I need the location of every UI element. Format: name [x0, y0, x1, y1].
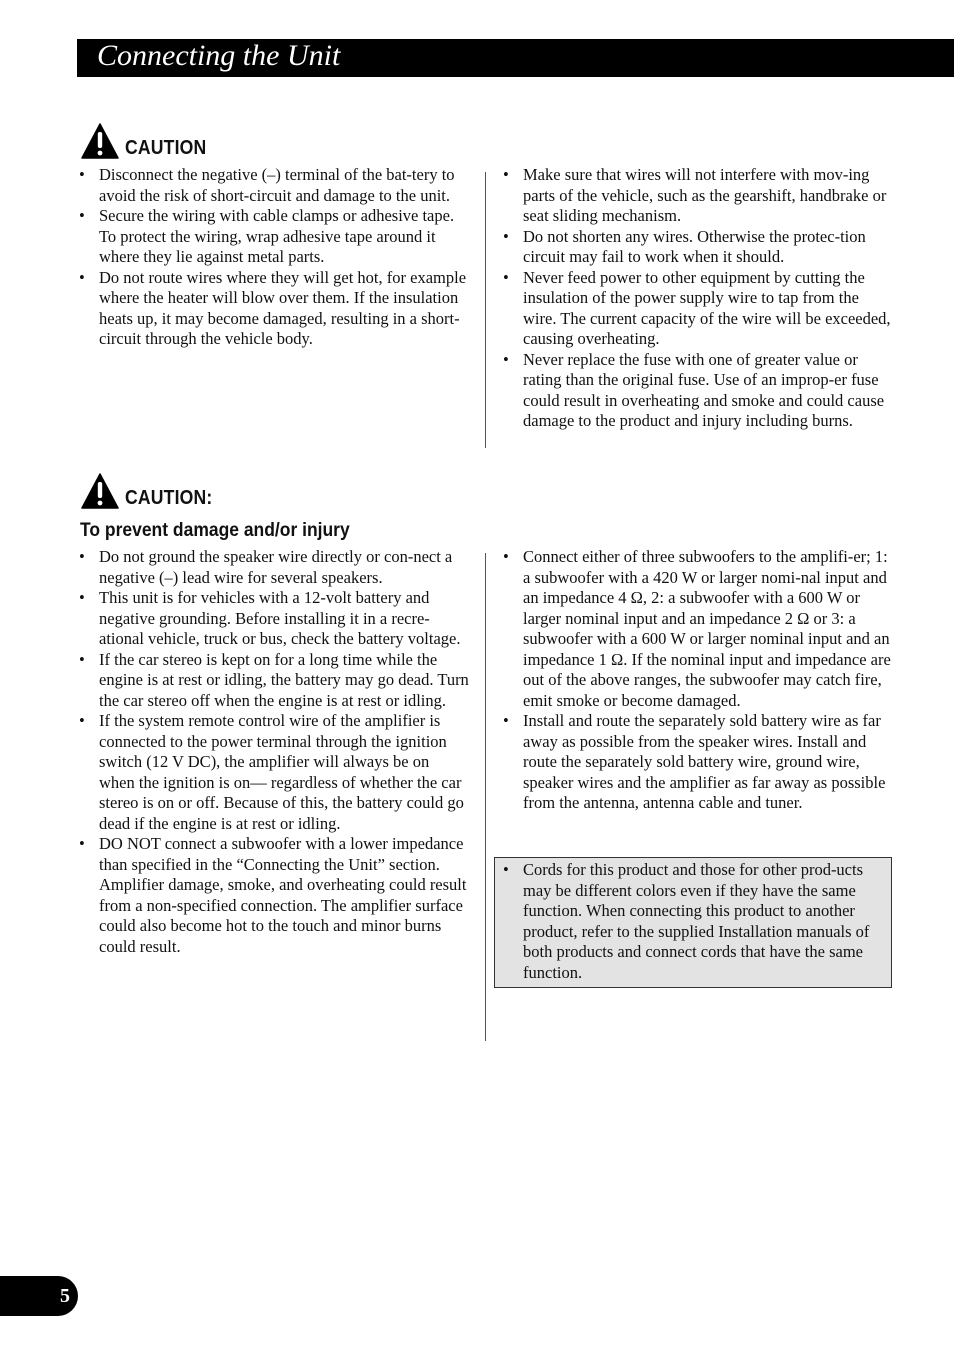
bullet: • [503, 226, 509, 246]
list-item: • This unit is for vehicles with a 12-volt battery and negative grounding. Before installing it in a recre-ational vehicle, truck or bus, check the battery voltage. [79, 588, 461, 648]
bullet: • [503, 349, 509, 369]
list-item: • Connect either of three subwoofers to the amplifi-er; 1: a subwoofer with a 420 W or larger nomi-nal input and an impedance 4 Ω, 2: a subwoofer with a 600 W or larger nominal input and an impedance 2 Ω or 3: a subwoofer with a 600 W or larger nominal input and an impedance 1 Ω. If the nominal input and impedance are out of the above ranges, the subwoofer may catch fire, emit smoke or become damaged. [503, 547, 891, 710]
list-item: • If the car stereo is kept on for a long time while the engine is at rest or idling, the battery may go dead. Turn the car stereo off when the engine is at rest or idling. [79, 649, 469, 710]
warning-triangle-icon [81, 473, 119, 509]
bullet: • [79, 165, 85, 184]
list-item: • DO NOT connect a subwoofer with a lower impedance than specified in the “Connecting the Unit” section. Amplifier damage, smoke, and overheating could result from a non-specified connection. The amplifier surface could also become hot to the touch and minor burns could result. [79, 834, 467, 956]
bullet: • [503, 267, 509, 287]
list-item: • Never feed power to other equipment by cutting the insulation of the power supply wire to tap from the wire. The current capacity of the wire will be exceeded, causing overheating. [503, 267, 891, 348]
caution2-left-list [77, 547, 469, 957]
warning-triangle-icon [81, 123, 119, 159]
caution-label: CAUTION [125, 137, 207, 159]
caution1-right-list [501, 165, 893, 432]
list-item: • Make sure that wires will not interfere with mov-ing parts of the vehicle, such as the gearshift, handbrake or seat sliding mechanism. [503, 165, 887, 225]
bullet: • [79, 206, 85, 225]
caution1-left-list [77, 165, 469, 350]
caution-heading-2 [81, 473, 224, 509]
bullet: • [79, 547, 85, 566]
list-item: • Do not route wires where they will get hot, for example where the heater will blow over them. If the insulation heats up, it may become damaged, resulting in a short-circuit through the vehicle body. [79, 267, 467, 348]
bullet: • [503, 860, 509, 879]
bullet: • [79, 267, 85, 287]
bullet: • [79, 711, 85, 730]
bullet: • [79, 588, 85, 607]
list-item: • Disconnect the negative (–) terminal of the bat-tery to avoid the risk of short-circuit and damage to the unit. [79, 165, 455, 205]
page-number-tab [0, 1276, 78, 1316]
list-item: • If the system remote control wire of the amplifier is connected to the power terminal through the ignition switch (12 V DC), the amplifier will always be on when the ignition is on— regardless of whether the car stereo is on or off. Because of this, the battery could go dead if the engine is at rest or idling. [79, 711, 464, 833]
caution-heading-1 [81, 123, 218, 159]
note-list [501, 860, 887, 983]
page-title: Connecting the Unit [97, 39, 341, 72]
caution-label: CAUTION: [125, 487, 213, 509]
list-item: • Cords for this product and those for other prod-ucts may be different colors even if they have the same function. When connecting this product to another product, refer to the supplied Installation manuals of both products and connect cords that have the same function. [503, 860, 870, 982]
list-item: • Install and route the separately sold battery wire as far away as possible from the speaker wires. Install and route the separately sold battery wire, ground wire, speaker wires and the amplifier as far away as possible from the antenna, antenna cable and tuner. [503, 711, 886, 812]
page-header [77, 39, 954, 77]
bullet: • [503, 547, 509, 566]
caution2-right-list [501, 547, 893, 814]
column-divider [485, 553, 486, 1041]
column-divider [485, 172, 486, 448]
bullet: • [503, 711, 509, 730]
list-item: • Never replace the fuse with one of greater value or rating than the original fuse. Use of an improp-er fuse could result in overheating and smoke and could cause damage to the product and injury including burns. [503, 349, 885, 430]
bullet: • [79, 649, 85, 669]
bullet: • [79, 834, 85, 853]
page-number: 5 [60, 1285, 70, 1307]
note-box [494, 857, 892, 988]
list-item: • Do not shorten any wires. Otherwise the protec-tion circuit may fail to work when it should. [503, 226, 866, 266]
section-subheading: To prevent damage and/or injury [80, 520, 350, 541]
list-item: • Secure the wiring with cable clamps or adhesive tape. To protect the wiring, wrap adhesive tape around it where they lie against metal parts. [79, 206, 455, 266]
bullet: • [503, 165, 509, 184]
list-item: • Do not ground the speaker wire directly or con-nect a negative (–) lead wire for several speakers. [79, 547, 453, 587]
